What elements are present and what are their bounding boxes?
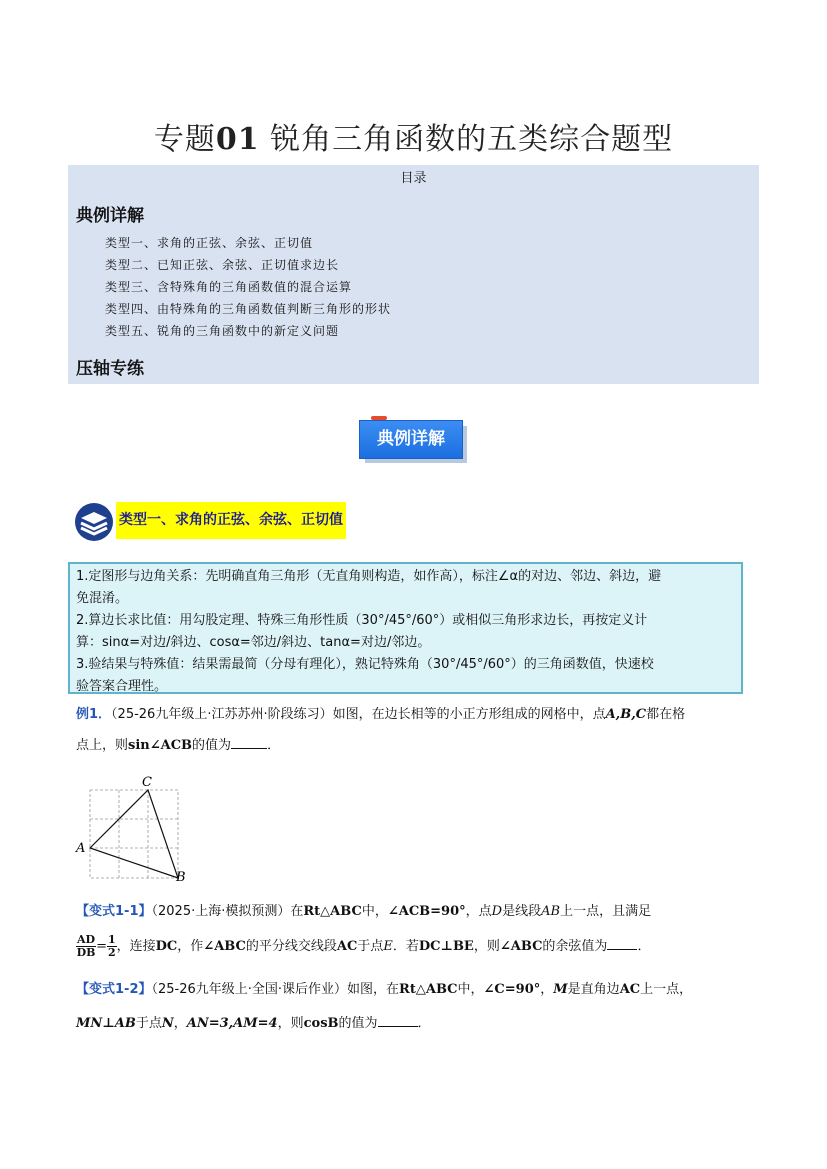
variant-text: ，连接: [116, 939, 156, 954]
toc-section-examples[interactable]: 典例详解: [76, 206, 144, 226]
example-1: [76, 705, 761, 725]
tip-line: 验答案合理性。: [76, 679, 168, 694]
math: AN=3,AM=4: [186, 1016, 278, 1031]
denominator: DB: [76, 946, 96, 959]
variant-text: ，则: [473, 939, 500, 954]
variant-label: 【变式1-2】: [76, 982, 152, 997]
math: Rt△ABC: [303, 904, 362, 919]
math: D: [491, 904, 503, 919]
math: ∠ABC: [203, 939, 246, 954]
variant-text: 是线段: [502, 904, 542, 919]
example-text: ．: [267, 738, 281, 753]
title-prefix: 专题: [153, 122, 216, 157]
page-title: [0, 114, 827, 158]
math: cosB: [303, 1016, 339, 1031]
variant-text: 的值为: [338, 1016, 378, 1031]
math: DC: [155, 939, 178, 954]
tip-line: 2.算边长求比值：用勾股定理、特殊三角形性质（30°/45°/60°）或相似三角形求边长，再按定义计: [76, 613, 648, 628]
math: ∠C=90°: [483, 982, 541, 997]
variant-label: 【变式1-1】: [76, 904, 152, 919]
example-text: 的值为: [192, 738, 232, 753]
variant-1-2: [76, 980, 761, 1000]
variant-text: 于点: [357, 939, 384, 954]
example-text: 点上，则: [76, 738, 129, 753]
math: M: [553, 982, 568, 997]
math: ∠ABC: [499, 939, 543, 954]
tip-line: 3.验结果与特殊值：结果需最简（分母有理化），熟记特殊角（30°/45°/60°）的三角函数值，快速校: [76, 657, 654, 672]
math: AB: [541, 904, 561, 919]
math: N: [161, 1016, 174, 1031]
title-text: 锐角三角函数的五类综合题型: [270, 122, 674, 157]
variant-text: 的平分线交线段: [245, 939, 337, 954]
badge-accent: [371, 416, 387, 420]
math: AC: [619, 982, 641, 997]
toc-item-5[interactable]: 类型五、锐角的三角函数中的新定义问题: [105, 324, 340, 338]
numerator: 1: [107, 933, 116, 946]
variant-text: 上一点，且满足: [560, 904, 652, 919]
math: Rt△ABC: [399, 982, 458, 997]
label-b: B: [176, 870, 186, 885]
variant-text: （2025·上海·模拟预测）在: [151, 904, 304, 919]
variant-text: 于点: [135, 1016, 162, 1031]
table-of-contents: [68, 165, 759, 384]
toc-section-practice[interactable]: 压轴专练: [76, 359, 144, 379]
variant-text: （25-26九年级上·全国·课后作业）如图，在: [151, 982, 400, 997]
tip-line: 算：sinα=对边/斜边、cosα=邻边/斜边、tanα=对边/邻边。: [76, 635, 431, 650]
variant-text: 中，: [361, 904, 388, 919]
method-tips-box: [68, 562, 743, 694]
variant-text: ，: [173, 1016, 187, 1031]
answer-blank[interactable]: [607, 937, 637, 950]
toc-item-1[interactable]: 类型一、求角的正弦、余弦、正切值: [105, 236, 314, 250]
section-badge: [359, 420, 466, 462]
label-c: C: [142, 775, 152, 790]
math-points: A,B,C: [605, 707, 647, 722]
denominator: 2: [107, 946, 116, 959]
variant-text: ．: [417, 1016, 431, 1031]
toc-item-3[interactable]: 类型三、含特殊角的三角函数值的混合运算: [105, 280, 353, 294]
badge-label: 典例详解: [359, 420, 463, 459]
variant-1-2-line2: [76, 1014, 761, 1034]
variant-text: ，则: [277, 1016, 304, 1031]
example-1-line2: [76, 736, 761, 756]
grid-figure: [70, 768, 200, 888]
variant-text: 是直角边: [567, 982, 620, 997]
type1-heading: 类型一、求角的正弦、余弦、正切值: [116, 502, 346, 539]
fraction-1-2: [107, 934, 117, 959]
variant-text: ，点: [465, 904, 492, 919]
variant-text: 上一点，: [640, 982, 693, 997]
toc-heading: 目录: [400, 171, 427, 186]
example-text: （25-26九年级上·江苏苏州·阶段练习）如图，在边长相等的小正方形组成的网格中，点: [111, 707, 606, 722]
variant-1-1-line2: [76, 934, 761, 959]
toc-item-2[interactable]: 类型二、已知正弦、余弦、正切值求边长: [105, 258, 340, 272]
variant-text: ，作: [177, 939, 204, 954]
numerator: AD: [77, 933, 96, 946]
fraction-ad-db: [76, 934, 96, 959]
label-a: A: [76, 841, 86, 856]
math: AC: [336, 939, 358, 954]
variant-1-1: [76, 902, 761, 922]
answer-blank[interactable]: [231, 736, 267, 749]
math: ∠ACB=90°: [387, 904, 466, 919]
math: DC⊥BE: [418, 939, 474, 954]
math: MN⊥AB: [76, 1016, 136, 1031]
example-text: 都在格: [646, 707, 686, 722]
variant-text: 的余弦值为: [542, 939, 608, 954]
variant-text: 中，: [457, 982, 484, 997]
triangle-grid-svg: [70, 768, 200, 888]
variant-text: ．若: [392, 939, 419, 954]
math: E: [383, 939, 393, 954]
tip-line: 1.定图形与边角关系：先明确直角三角形（无直角则构造，如作高），标注∠α的对边、邻边、斜边，避: [76, 569, 662, 584]
answer-blank[interactable]: [378, 1014, 418, 1027]
title-number: 01: [215, 122, 260, 157]
math: =: [96, 939, 107, 954]
variant-text: ．: [637, 939, 651, 954]
example-label: 例1．: [76, 707, 112, 722]
stacked-books-icon: [74, 502, 116, 542]
toc-item-4[interactable]: 类型四、由特殊角的三角函数值判断三角形的形状: [105, 302, 392, 316]
tip-line: 免混淆。: [76, 591, 129, 606]
variant-text: ，: [540, 982, 554, 997]
math-expression: sin∠ACB: [128, 738, 193, 753]
